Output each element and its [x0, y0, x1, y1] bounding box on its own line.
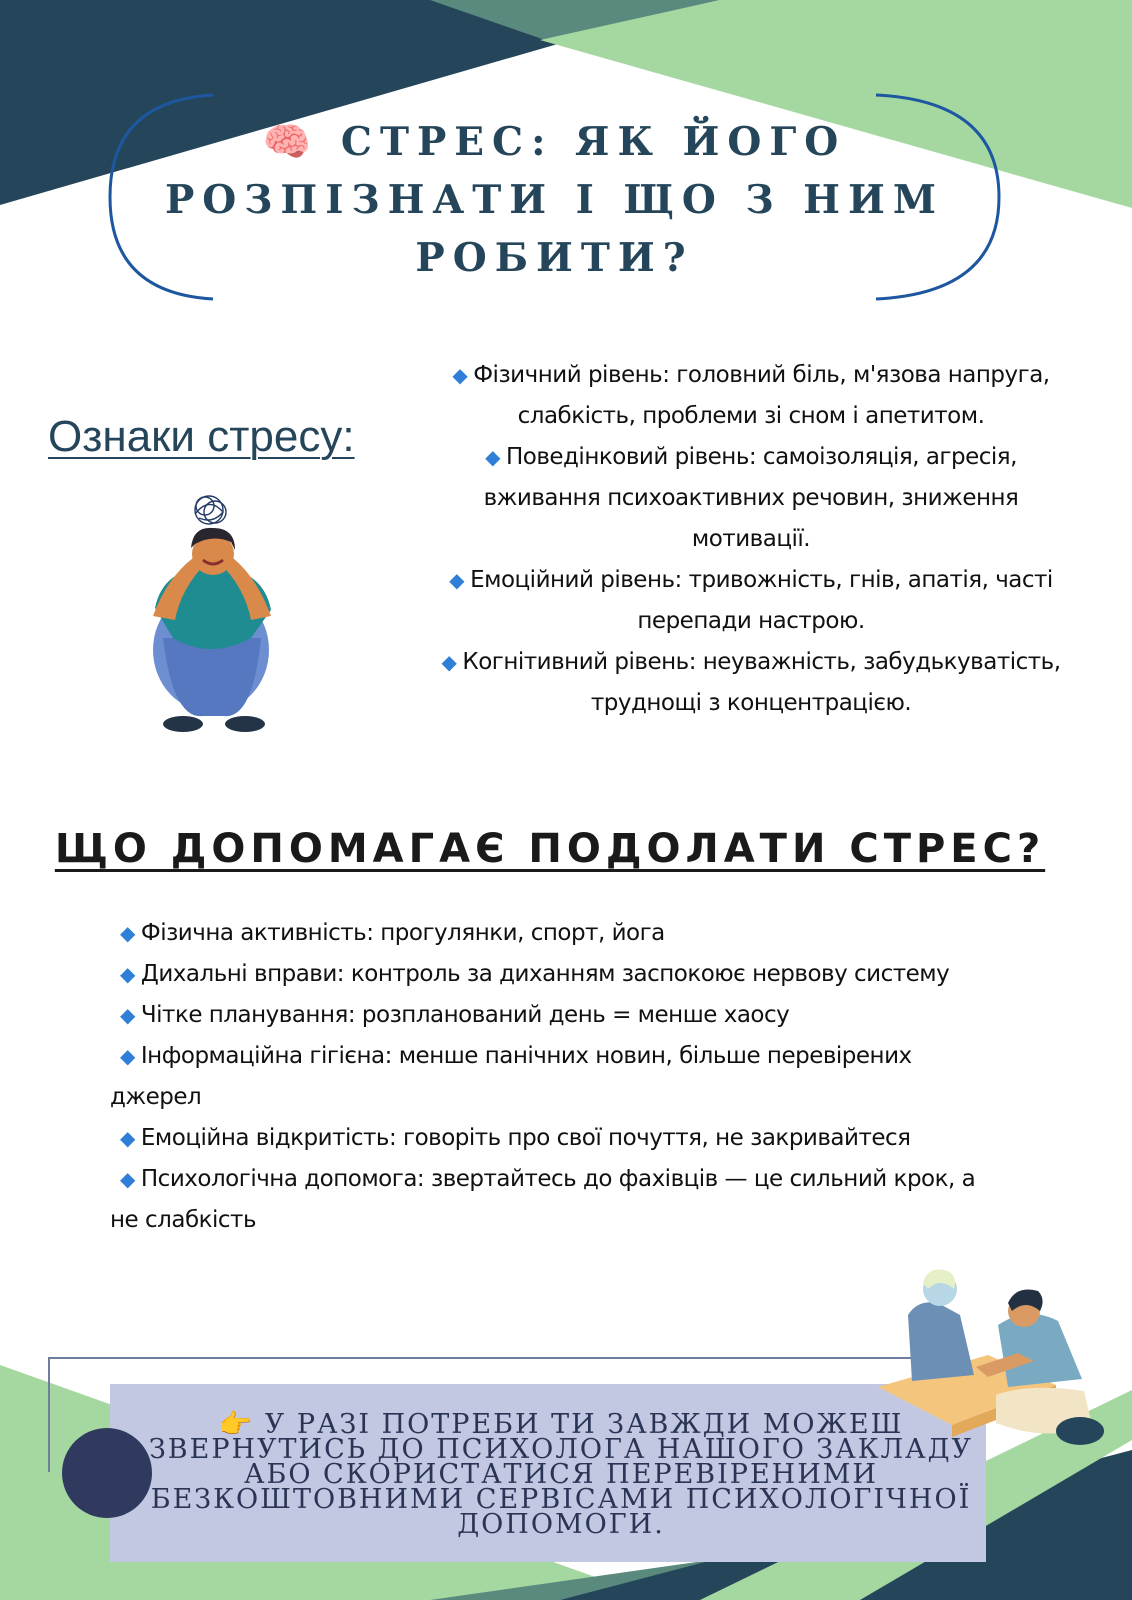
pointing-hand-icon: 👉: [218, 1409, 255, 1440]
list-item: [110, 1118, 990, 1159]
brain-icon: 🧠: [262, 119, 320, 165]
title-box: [108, 93, 1001, 301]
list-item-text: Емоційний рівень: тривожність, гнів, апатія, часті перепади настрою.: [470, 567, 1053, 634]
blue-diamond-icon: ◆: [120, 1167, 135, 1191]
blue-diamond-icon: ◆: [120, 1044, 135, 1068]
list-item: [110, 913, 990, 954]
blue-diamond-icon: ◆: [449, 568, 465, 592]
blue-diamond-icon: ◆: [441, 650, 457, 674]
list-item-text: Емоційна відкритість: говоріть про свої почуття, не закривайтеся: [140, 1125, 911, 1151]
help-list: [110, 913, 990, 1241]
stressed-person-illustration: [133, 488, 293, 736]
footer-message: У РАЗІ ПОТРЕБИ ТИ ЗАВЖДИ МОЖЕШ ЗВЕРНУТИСЬ ДО ПСИХОЛОГА НАШОГО ЗАКЛАДУ АБО СКОРИСТАТИСЯ ПЕРЕВІРЕНИМИ БЕЗКОШТОВНИМИ СЕРВІСАМИ ПСИХОЛОГІЧНОЇ ДОПОМОГИ.: [148, 1409, 974, 1540]
list-item: [110, 995, 990, 1036]
blue-diamond-icon: ◆: [120, 921, 135, 945]
list-item-text: Фізичний рівень: головний біль, м'язова напруга, слабкість, проблеми зі сном і апетитом.: [473, 362, 1050, 429]
list-item: [110, 1036, 990, 1118]
blue-diamond-icon: ◆: [120, 962, 135, 986]
list-item: [110, 1159, 990, 1241]
page-title: [148, 113, 961, 287]
footer-text: [146, 1409, 976, 1540]
list-item: [440, 437, 1062, 560]
footer-callout: [110, 1384, 986, 1562]
list-item-text: Фізична активність: прогулянки, спорт, йога: [140, 920, 665, 946]
consultation-illustration: [878, 1255, 1108, 1455]
signs-heading: Ознаки стресу:: [48, 412, 355, 461]
list-item: [440, 355, 1062, 437]
page-title-text: СТРЕС: ЯК ЙОГО РОЗПІЗНАТИ І ЩО З НИМ РОБИТИ?: [164, 119, 945, 281]
list-item-text: Інформаційна гігієна: менше панічних новин, більше перевірених джерел: [110, 1043, 912, 1110]
blue-diamond-icon: ◆: [120, 1126, 135, 1150]
signs-list: [440, 355, 1062, 724]
list-item-text: Поведінковий рівень: самоізоляція, агресія, вживання психоактивних речовин, зниження мотивації.: [483, 444, 1019, 552]
blue-diamond-icon: ◆: [120, 1003, 135, 1027]
blue-diamond-icon: ◆: [452, 363, 468, 387]
list-item: [440, 642, 1062, 724]
list-item-text: Когнітивний рівень: неуважність, забудькуватість, труднощі з концентрацією.: [462, 649, 1061, 716]
list-item: [110, 954, 990, 995]
tangled-thought-icon: [195, 496, 226, 524]
list-item: [440, 560, 1062, 642]
help-heading: ЩО ДОПОМАГАЄ ПОДОЛАТИ СТРЕС?: [54, 826, 1046, 872]
blue-diamond-icon: ◆: [485, 445, 500, 469]
list-item-text: Психологічна допомога: звертайтесь до фахівців — це сильний крок, а не слабкість: [110, 1166, 976, 1233]
list-item-text: Чітке планування: розпланований день = менше хаосу: [140, 1002, 790, 1028]
list-item-text: Дихальні вправи: контроль за диханням заспокоює нервову систему: [140, 961, 950, 987]
footer-dot-decoration: [62, 1428, 152, 1518]
